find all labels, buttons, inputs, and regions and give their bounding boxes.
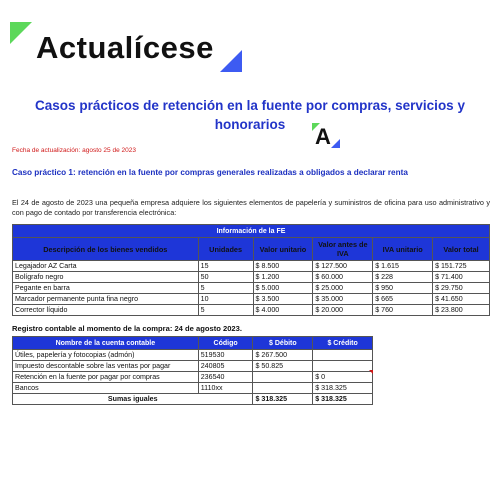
invoice-header-vat-unit: IVA unitario [373, 238, 433, 261]
table-cell: $ 35.000 [313, 294, 373, 305]
page-title [0, 96, 500, 134]
update-date: Fecha de actualización: agosto 25 de 2023 [12, 147, 136, 154]
table-cell: $ 20.000 [313, 305, 373, 316]
invoice-header-unit-value: Valor unitario [253, 238, 313, 261]
totals-debit: $ 318.325 [253, 394, 313, 405]
table-row [13, 283, 490, 294]
table-cell: $ 50.825 [253, 361, 313, 372]
accounting-header-debit: $ Débito [253, 337, 313, 350]
accounting-header-credit: $ Crédito [313, 337, 373, 350]
table-cell: $ 5.000 [253, 283, 313, 294]
table-cell: $ 1.200 [253, 272, 313, 283]
table-cell: $ 8.500 [253, 261, 313, 272]
table-cell: $ 23.800 [433, 305, 490, 316]
table-cell: 5 [198, 283, 253, 294]
table-cell: 5 [198, 305, 253, 316]
table-cell: $ 4.000 [253, 305, 313, 316]
accounting-title: Registro contable al momento de la compra: 24 de agosto 2023. [12, 324, 242, 333]
table-cell [313, 361, 373, 372]
table-cell [253, 372, 313, 383]
table-cell: $ 25.000 [313, 283, 373, 294]
table-cell [313, 350, 373, 361]
table-cell: $ 0 [313, 372, 373, 383]
table-cell: $ 228 [373, 272, 433, 283]
table-cell: Impuesto descontable sobre las ventas por pagar [13, 361, 199, 372]
page-title-line-2: honorarios [214, 117, 286, 132]
table-cell: $ 60.000 [313, 272, 373, 283]
table-cell: 240805 [198, 361, 253, 372]
table-row [13, 261, 490, 272]
table-cell: Pegante en barra [13, 283, 199, 294]
logo-text: Actualícese [36, 30, 214, 65]
table-cell: $ 3.500 [253, 294, 313, 305]
table-cell: $ 1.615 [373, 261, 433, 272]
table-cell: Bancos [13, 383, 199, 394]
table-cell: Corrector líquido [13, 305, 199, 316]
table-cell: 15 [198, 261, 253, 272]
table-cell: 519530 [198, 350, 253, 361]
accounting-header-code: Código [198, 337, 253, 350]
table-row [13, 361, 373, 372]
case-title: Caso práctico 1: retención en la fuente por compras generales realizadas a obligados a declarar renta [12, 168, 408, 177]
accounting-header-account: Nombre de la cuenta contable [13, 337, 199, 350]
actualicese-a-icon: A [312, 123, 342, 151]
logo-green-triangle-icon [10, 22, 32, 44]
table-cell: $ 318.325 [313, 383, 373, 394]
invoice-header-pre-vat: Valor antes de IVA [313, 238, 373, 261]
table-row [13, 350, 373, 361]
table-row [13, 294, 490, 305]
table-cell: 1110xx [198, 383, 253, 394]
invoice-table-caption: Información de la FE [13, 225, 490, 238]
totals-label: Sumas iguales [13, 394, 253, 405]
accounting-table [12, 336, 373, 405]
case-paragraph: El 24 de agosto de 2023 una pequeña empresa adquiere los siguientes elementos de papelería y suministros de oficina para uso administrativo y con pago de contado por transferencia electrónica: [12, 198, 490, 217]
table-row [13, 272, 490, 283]
totals-row [13, 394, 373, 405]
table-cell: $ 127.500 [313, 261, 373, 272]
totals-credit: $ 318.325 [313, 394, 373, 405]
table-cell: $ 760 [373, 305, 433, 316]
table-cell: 50 [198, 272, 253, 283]
table-cell: $ 267.500 [253, 350, 313, 361]
table-cell: Legajador AZ Carta [13, 261, 199, 272]
table-cell: 236540 [198, 372, 253, 383]
table-row [13, 383, 373, 394]
invoice-header-total: Valor total [433, 238, 490, 261]
invoice-table [12, 224, 490, 316]
invoice-header-description: Descripción de los bienes vendidos [13, 238, 199, 261]
table-cell: Bolígrafo negro [13, 272, 199, 283]
table-cell: $ 71.400 [433, 272, 490, 283]
table-cell: $ 151.725 [433, 261, 490, 272]
table-cell: Retención en la fuente por pagar por compras [13, 372, 199, 383]
invoice-header-units: Unidades [198, 238, 253, 261]
comment-marker-icon[interactable] [369, 370, 373, 374]
table-cell: $ 665 [373, 294, 433, 305]
table-row [13, 372, 373, 383]
table-cell: Marcador permanente punta fina negro [13, 294, 199, 305]
actualicese-logo[interactable] [10, 22, 250, 74]
table-cell: Útiles, papelería y fotocopias (admón) [13, 350, 199, 361]
table-cell: $ 950 [373, 283, 433, 294]
table-cell: $ 41.650 [433, 294, 490, 305]
logo-blue-triangle-icon [220, 50, 242, 72]
table-row [13, 305, 490, 316]
table-cell: 10 [198, 294, 253, 305]
table-cell [253, 383, 313, 394]
page-title-line-1: Casos prácticos de retención en la fuente por compras, servicios y [35, 98, 465, 113]
table-cell: $ 29.750 [433, 283, 490, 294]
